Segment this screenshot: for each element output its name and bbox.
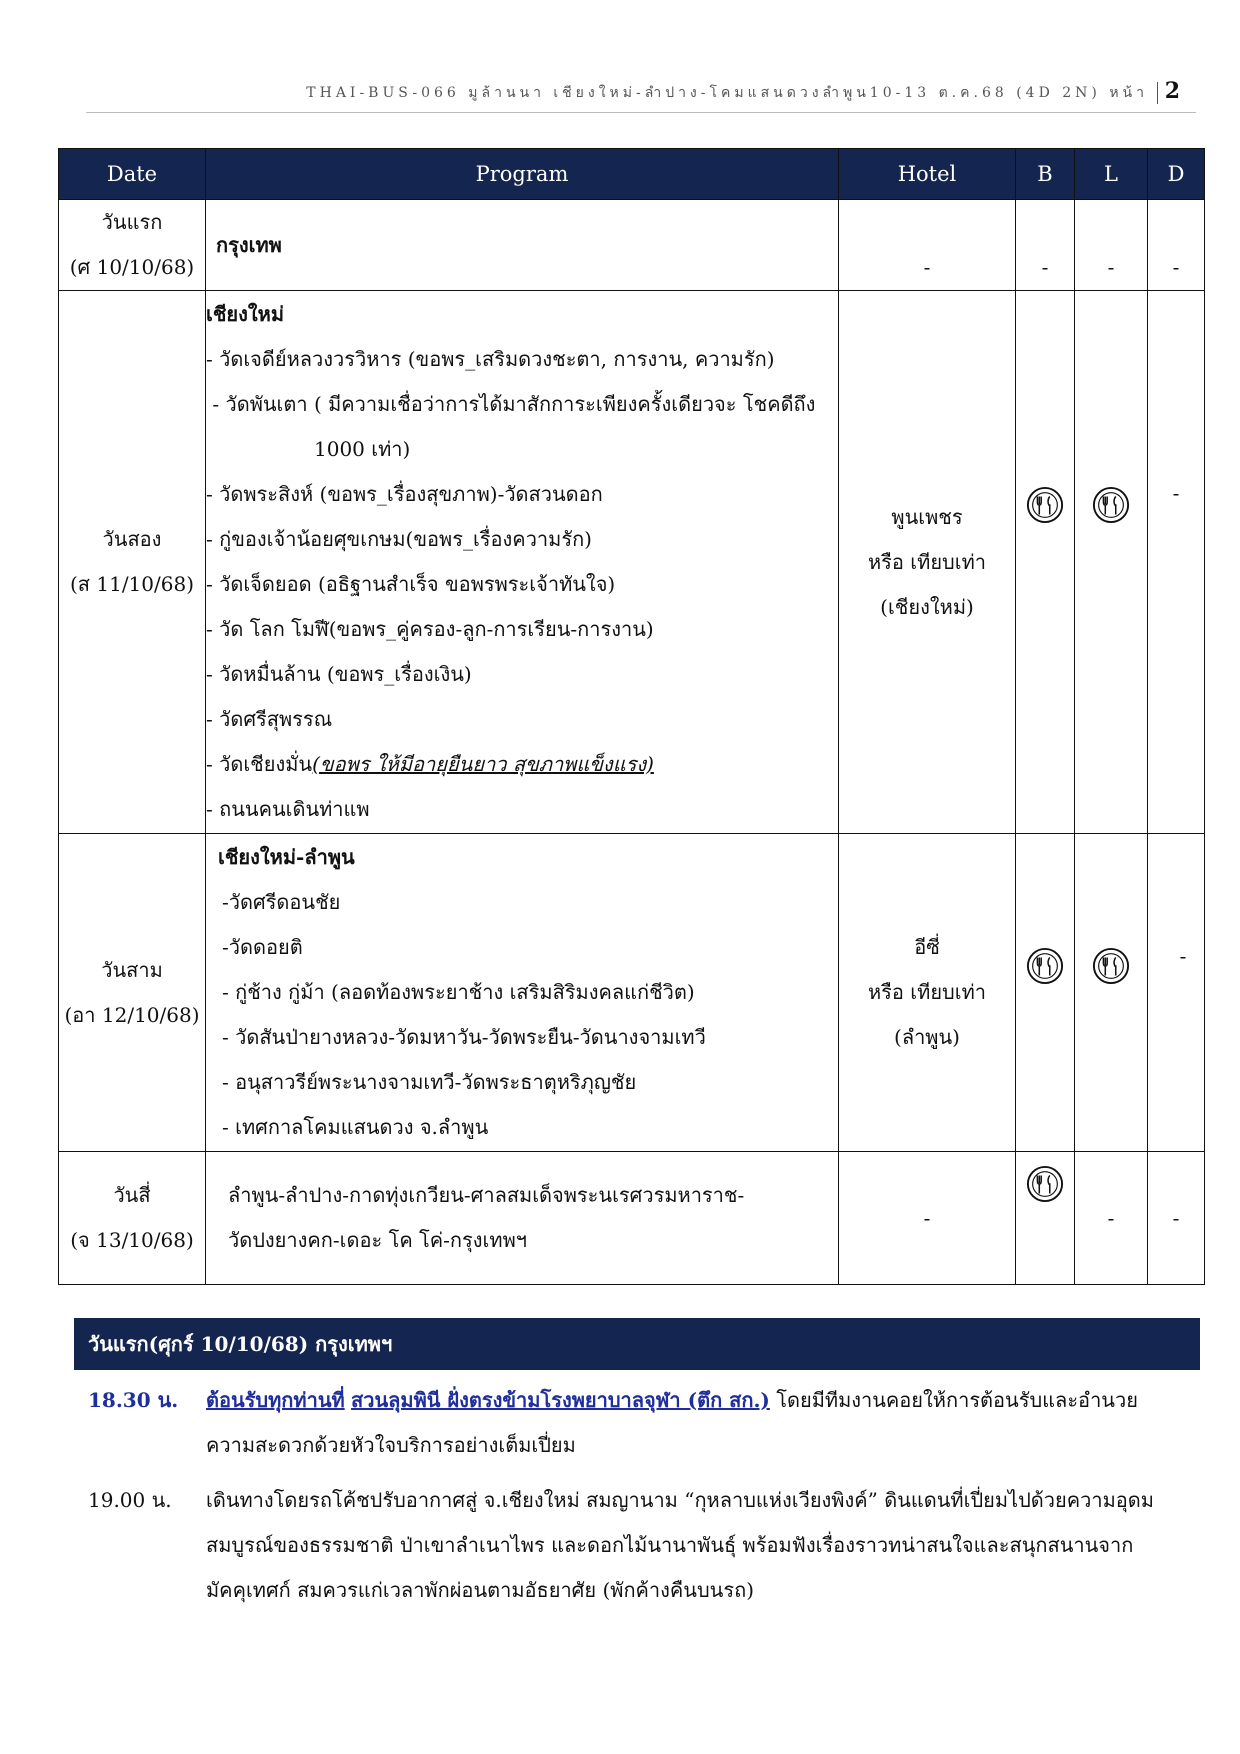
program-item: ลำพูน-ลำปาง-กาดทุ่งเกวียน-ศาลสมเด็จพระนเรศวรมหาราช- <box>228 1183 745 1207</box>
hotel-cell <box>839 200 1016 291</box>
breakfast-cell <box>1016 1152 1075 1285</box>
header-divider <box>1157 82 1158 104</box>
hotel-alt: หรือ เทียบเท่า <box>868 549 986 574</box>
schedule-description <box>206 1378 1196 1468</box>
header-text: THAI-BUS-066 มูล้านนา เชียงใหม่-ลำปาง-โคมแสนดวงลำพูน10-13 ต.ค.68 (4D 2N) หน้า <box>306 85 1148 101</box>
meal-icon <box>1026 486 1064 524</box>
program-title: เชียงใหม่-ลำพูน <box>218 845 355 869</box>
day-label: วันสี่ <box>113 1183 151 1207</box>
program-item: - อนุสาวรีย์พระนางจามเทวี-วัดพระธาตุหริภุญชัย <box>222 1070 637 1094</box>
hotel-city: (เชียงใหม่) <box>880 594 974 619</box>
hotel-alt: หรือ เทียบเท่า <box>868 980 986 1004</box>
program-item: -วัดดอยติ <box>222 935 303 959</box>
day-section-bar: วันแรก(ศุกร์ 10/10/68) กรุงเทพฯ <box>74 1318 1200 1370</box>
day-date: (อา 12/10/68) <box>64 1002 200 1027</box>
day-cell <box>59 1152 206 1285</box>
program-title: เชียงใหม่ <box>206 302 285 326</box>
schedule-line: เดินทางโดยรถโค้ชปรับอากาศสู่ จ.เชียงใหม่ สมญานาม “กุหลาบแห่งเวียงพิงค์” ดินแดนที่เปี่ยมไปด้วยความอุดม <box>206 1488 1154 1512</box>
program-cell <box>206 1152 839 1285</box>
lunch-cell: - <box>1075 200 1148 291</box>
breakfast-cell <box>1016 834 1075 1152</box>
program-table <box>58 148 1205 1285</box>
hotel-name: พูนเพชร <box>891 504 963 529</box>
meal-icon <box>1092 486 1130 524</box>
program-item-text: - วัดเชียงมั่น <box>206 752 313 776</box>
schedule-time: 18.30 น. <box>88 1388 179 1412</box>
schedule-line: มัคคุเทศก์ สมควรแก่เวลาพักผ่อนตามอัธยาศัย (พักค้างคืนบนรถ) <box>206 1578 754 1602</box>
program-cell <box>206 200 839 291</box>
program-item-emphasis: (ขอพร ให้มีอายุยืนยาว สุขภาพแข็งแรง) <box>312 752 654 776</box>
meeting-point-link[interactable]: สวนลุมพินี ฝั่งตรงข้ามโรงพยาบาลจุฬา (ตึก สก.) <box>351 1388 770 1412</box>
schedule-time: 19.00 น. <box>88 1488 172 1512</box>
table-header-row <box>59 149 1205 200</box>
column-header-lunch: L <box>1075 149 1148 200</box>
schedule-description <box>206 1478 1196 1613</box>
hotel-city: (ลำพูน) <box>894 1025 960 1049</box>
hotel-cell <box>839 291 1016 834</box>
program-item: - กู่ของเจ้าน้อยศุขเกษม(ขอพร_เรื่องความรัก) <box>206 527 592 551</box>
program-item: - วัด โลก โมฬี(ขอพร_คู่ครอง-ลูก-การเรียน-การงาน) <box>206 617 654 641</box>
hotel-cell <box>839 1152 1016 1285</box>
day-cell <box>59 834 206 1152</box>
program-item: - เทศกาลโคมแสนดวง จ.ลำพูน <box>222 1115 489 1139</box>
dinner-cell: - <box>1148 1152 1205 1285</box>
schedule-text: โดยมีทีมงานคอยให้การต้อนรับและอำนวย <box>769 1388 1138 1412</box>
hotel-name: - <box>923 1205 931 1230</box>
meal-icon <box>1092 947 1130 985</box>
schedule-line: ความสะดวกด้วยหัวใจบริการอย่างเต็มเปี่ยม <box>206 1433 576 1457</box>
program-item: 1000 เท่า) <box>314 437 411 461</box>
day-label: วันสอง <box>102 527 162 551</box>
dinner-cell: - <box>1148 291 1205 834</box>
program-item: - วัดหมื่นล้าน (ขอพร_เรื่องเงิน) <box>206 662 472 686</box>
program-item: - วัดศรีสุพรรณ <box>206 707 333 731</box>
table-row <box>59 1152 1205 1285</box>
day-label: วันแรก <box>101 210 163 234</box>
program-item: - ถนนคนเดินท่าแพ <box>206 797 370 821</box>
program-item: - วัดเจ็ดยอด (อธิฐานสำเร็จ ขอพรพระเจ้าทันใจ) <box>206 572 616 596</box>
hotel-name: - <box>923 255 931 279</box>
meal-icon <box>1026 1165 1064 1203</box>
day-date: (ศ 10/10/68) <box>69 255 195 279</box>
program-cell <box>206 291 839 834</box>
dinner-cell: - <box>1148 200 1205 291</box>
table-row <box>59 291 1205 834</box>
day-date: (จ 13/10/68) <box>70 1228 194 1252</box>
program-item: -วัดศรีดอนชัย <box>222 890 341 914</box>
day-cell <box>59 200 206 291</box>
schedule-line <box>206 1378 1196 1423</box>
column-header-program: Program <box>206 149 839 200</box>
day-label: วันสาม <box>101 957 163 982</box>
meal-icon <box>1026 947 1064 985</box>
day-cell <box>59 291 206 834</box>
lunch-cell <box>1075 291 1148 834</box>
program-item <box>206 742 838 787</box>
column-header-date: Date <box>59 149 206 200</box>
program-item: - วัดพันเตา ( มีความเชื่อว่าการได้มาสักการะเพียงครั้งเดียวจะ โชคดีถึง <box>206 392 816 416</box>
table-row <box>59 200 1205 291</box>
hotel-cell <box>839 834 1016 1152</box>
column-header-hotel: Hotel <box>839 149 1016 200</box>
page-header <box>86 78 1196 113</box>
page-number: 2 <box>1164 78 1180 104</box>
breakfast-cell <box>1016 291 1075 834</box>
schedule-line: สมบูรณ์ของธรรมชาติ ป่าเขาลำเนาไพร และดอกไม้นานาพันธุ์ พร้อมฟังเรื่องราวทน่าสนใจและสนุกสนานจาก <box>206 1533 1134 1557</box>
program-cell <box>206 834 839 1152</box>
dinner-cell: - <box>1148 834 1205 1152</box>
day-date: (ส 11/10/68) <box>70 572 194 596</box>
meeting-point-lead: ต้อนรับทุกท่านที่ <box>206 1388 345 1412</box>
program-item: - กู่ช้าง กู่ม้า (ลอดท้องพระยาช้าง เสริมสิริมงคลแก่ชีวิต) <box>222 980 695 1004</box>
program-item: วัดปงยางคก-เดอะ โค โค่-กรุงเทพฯ <box>228 1228 527 1252</box>
lunch-cell <box>1075 834 1148 1152</box>
column-header-dinner: D <box>1148 149 1205 200</box>
table-row <box>59 834 1205 1152</box>
lunch-cell: - <box>1075 1152 1148 1285</box>
hotel-name: อีซี่ <box>914 935 940 959</box>
column-header-breakfast: B <box>1016 149 1075 200</box>
program-item: - วัดพระสิงห์ (ขอพร_เรื่องสุขภาพ)-วัดสวนดอก <box>206 482 603 506</box>
program-item: - วัดสันป่ายางหลวง-วัดมหาวัน-วัดพระยืน-วัดนางจามเทวี <box>222 1025 706 1049</box>
program-title: กรุงเทพ <box>216 232 282 257</box>
program-item: - วัดเจดีย์หลวงวรวิหาร (ขอพร_เสริมดวงชะตา, การงาน, ความรัก) <box>206 347 775 371</box>
breakfast-cell: - <box>1016 200 1075 291</box>
